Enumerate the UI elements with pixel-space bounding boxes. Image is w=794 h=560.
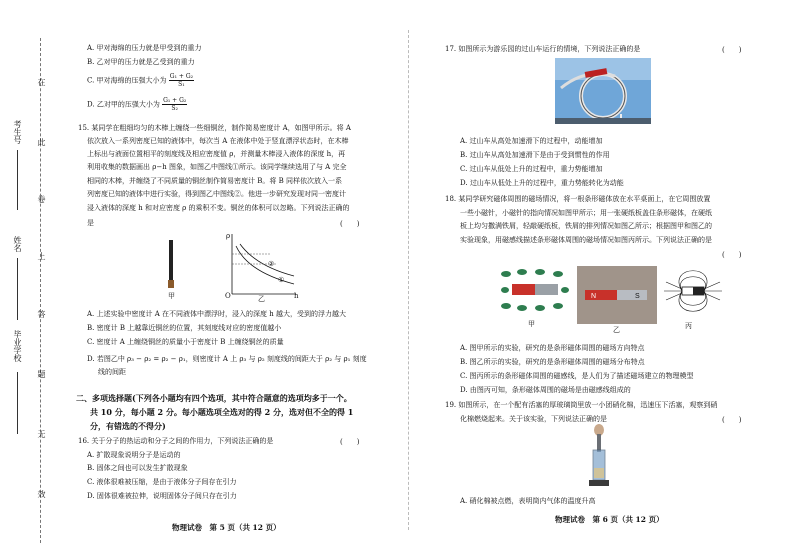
q17-stem: 17. 如图所示为游乐园的过山车运行的情境，下列说法正确的是 [445,45,641,53]
section-heading: 共 10 分，每小题 2 分。每小题选项全选对的得 2 分，选对但不全的得 1 [90,407,354,417]
q14-option-c [87,73,194,91]
iron-filings-svg [577,266,657,324]
q19-option: A. 硝化棉被点燃，表明筒内气体的温度升高 [460,497,596,505]
seal-char: 无 [37,430,46,438]
curve-2 [240,244,294,276]
q15-figure [160,232,300,304]
q14-option-c-fraction [169,73,194,88]
q16-option: A. 扩散现象说明分子是运动的 [87,451,181,459]
q15-line: 利用收集的数据画出 ρ−h 图象，如图乙中图线①所示。该同学继续选用了与 A 完全 [87,163,347,171]
fig-label-jia: 甲 [168,292,175,300]
copper-wire [168,280,174,288]
page-divider [408,30,409,530]
label-xingming: 姓名 [13,236,22,252]
answer-paren[interactable]: ( ) [340,220,360,228]
sidebar-dashed-line [40,38,41,543]
q19-line: 19. 如图所示，在一个配有活塞的厚玻璃筒里放一小团硝化棉，迅速压下活塞，观察到硝 [445,401,718,409]
q18-line: 18. 某同学研究磁体周围的磁场情况，将一根条形磁体放在水平桌面上，在它周围放置 [445,195,711,203]
curve-label-1: ① [278,276,285,284]
q14-option-c-text: C. 甲对海绵的压强大小为 [87,76,167,85]
figure-compass-magnet [500,266,570,316]
axis-label-h: h [294,292,299,300]
q15-option: C. 密度计 A 上缠绕铜丝的质量小于密度计 B 上缠绕铜丝的质量 [87,338,284,346]
piston-svg [586,424,612,490]
q18-option: D. 由图丙可知，条形磁体周围的磁场是由磁感线组成的 [460,386,631,394]
q17-option: A. 过山车从高处加速滑下的过程中，动能增加 [460,137,603,145]
rollercoaster-photo [555,58,651,124]
q16-option: C. 液体很难被压缩，是由于液体分子间存在引力 [87,478,237,486]
q15-option: 线的间距 [98,368,126,376]
fraction-numerator: G₁ + G₂ [169,73,194,80]
seal-char: 效 [37,490,46,498]
seal-char: 此 [37,138,46,146]
q15-line: 相同的木棒，并缠绕了不同质量的铜丝制作简易密度计 B。将 B 同样依次放入一系 [87,177,342,185]
xingming-line[interactable] [17,258,18,320]
q15-line: 浸入液体的深度 h 和对应密度 ρ 的乘积不变。铜丝的体积可以忽略。下列说法正确的 [87,204,350,212]
magnet-n-label: N [591,293,597,300]
page-footer-right: 物理试卷 第 6 页（共 12 页） [555,515,664,524]
q16-stem: 16. 关于分子的热运动和分子之间的作用力，下列说法正确的是 [78,437,274,445]
q17-option: C. 过山车从低处上升的过程中，重力势能增加 [460,165,603,173]
compass-svg [500,266,570,316]
q18-option: C. 图丙所示的条形磁体周围的磁感线，是人们为了描述磁场建立的物理模型 [460,372,694,380]
fraction-denominator: S₂ [171,105,178,112]
q15-line: 上标出与液面位置相平的刻度线及相应密度值 ρ，并测量木棒浸入液体的深度 h，再 [87,150,346,158]
figure-iron-filings [577,266,657,324]
kaohao-line[interactable] [17,150,18,210]
q14-option-d-text: D. 乙对甲的压强大小为 [87,100,160,109]
answer-paren[interactable]: ( ) [722,46,742,54]
magnet-s-label: S [635,293,640,300]
fig-label-jia: 甲 [528,320,535,328]
q14-option-b: B. 乙对甲的压力就是乙受到的重力 [87,58,195,66]
seal-char: 答 [37,310,46,318]
seal-char: 题 [37,370,46,378]
q14-option-d-fraction [162,97,187,112]
figure-field-lines [662,262,724,320]
q18-option: B. 图乙所示的实验，研究的是条形磁体周围的磁场分布特点 [460,358,645,366]
curve-label-2: ② [268,260,275,268]
page-footer-left: 物理试卷 第 5 页（共 12 页） [172,523,281,532]
fraction-denominator: S₁ [178,81,185,88]
q19-line: 化棉燃烧起来。关于该实验，下列说法正确的是 [460,415,607,423]
label-xuexiao: 毕业学校 [13,330,22,362]
fraction-numerator: G₁ + G₂ [163,97,187,104]
piston-cylinder-photo [586,424,612,490]
section-heading: 二、多项选择题(下列各小题均有四个选项，其中符合题意的选项均多于一个。 [76,393,352,403]
label-kaohao: 考生号 [13,120,22,144]
seal-char: 在 [37,78,46,86]
seal-char: 上 [37,252,46,260]
answer-paren[interactable]: ( ) [722,251,742,259]
q16-option: D. 固体很难被拉伸，说明固体分子间只存在引力 [87,492,237,500]
answer-paren[interactable]: ( ) [722,416,742,424]
rollercoaster-svg [555,58,651,124]
q17-option: B. 过山车从高处加速滑下是由于受到惯性的作用 [460,151,610,159]
q15-line: 列密度已知的液体中进行实验，得到图乙中图线②。他进一步研究发现对同一密度计 [87,190,346,198]
q18-line: 一些小磁针，小磁针的指向情况如图甲所示；用一张硬纸板盖住条形磁体，在硬纸 [460,209,712,217]
q18-line: 实验现象，用磁感线描述条形磁体周围的磁场情况如图丙所示。下列说法正确的是 [460,236,712,244]
q15-option: A. 上述实验中密度计 A 在不同液体中漂浮时，浸入的深度 h 越大，受到的浮力越大 [87,310,346,318]
fig-label-yi: 乙 [613,326,620,334]
q18-option: A. 图甲所示的实验，研究的是条形磁体周围的磁场方向特点 [460,344,645,352]
q15-line: 依次放入一系列密度已知的液体中，每次当 A 在液体中处于竖直漂浮状态时，在木棒 [87,137,349,145]
axis-label-o: O [225,292,231,300]
q14-option-a: A. 甲对海绵的压力就是甲受到的重力 [87,44,202,52]
q15-line: 15. 某同学在粗细均匀的木棒上缠绕一些细铜丝，制作简易密度计 A，如图甲所示。将 A [78,124,351,132]
seal-char: 卷 [37,195,46,203]
q14-option-d [87,97,187,115]
field-lines-svg [662,262,724,320]
q18-line: 板上均匀撒满铁屑，轻敲硬纸板，铁屑的排列情况如图乙所示；根据图甲和图乙的 [460,222,712,230]
q15-line: 是 [87,219,94,227]
q15-option: D. 若图乙中 ρ₃ − ρ₂ = ρ₂ − ρ₁，则密度计 A 上 ρ₃ 与 ρ₂ 刻度线的间距大于 ρ₂ 与 ρ₁ 刻度 [87,355,367,363]
fig-label-yi: 乙 [258,295,265,303]
axis-label-rho: ρ [226,232,231,240]
q15-option: B. 密度计 B 上越靠近铜丝的位置，其刻度线对应的密度值越小 [87,324,282,332]
q17-option: D. 过山车从低处上升的过程中，重力势能转化为动能 [460,179,624,187]
answer-paren[interactable]: ( ) [340,438,360,446]
section-heading: 分，有错选的不得分) [90,421,166,431]
binding-sidebar [0,0,60,560]
q16-option: B. 固体之间也可以发生扩散现象 [87,464,188,472]
fig-label-bing: 丙 [685,322,692,330]
xuexiao-line[interactable] [17,372,18,434]
